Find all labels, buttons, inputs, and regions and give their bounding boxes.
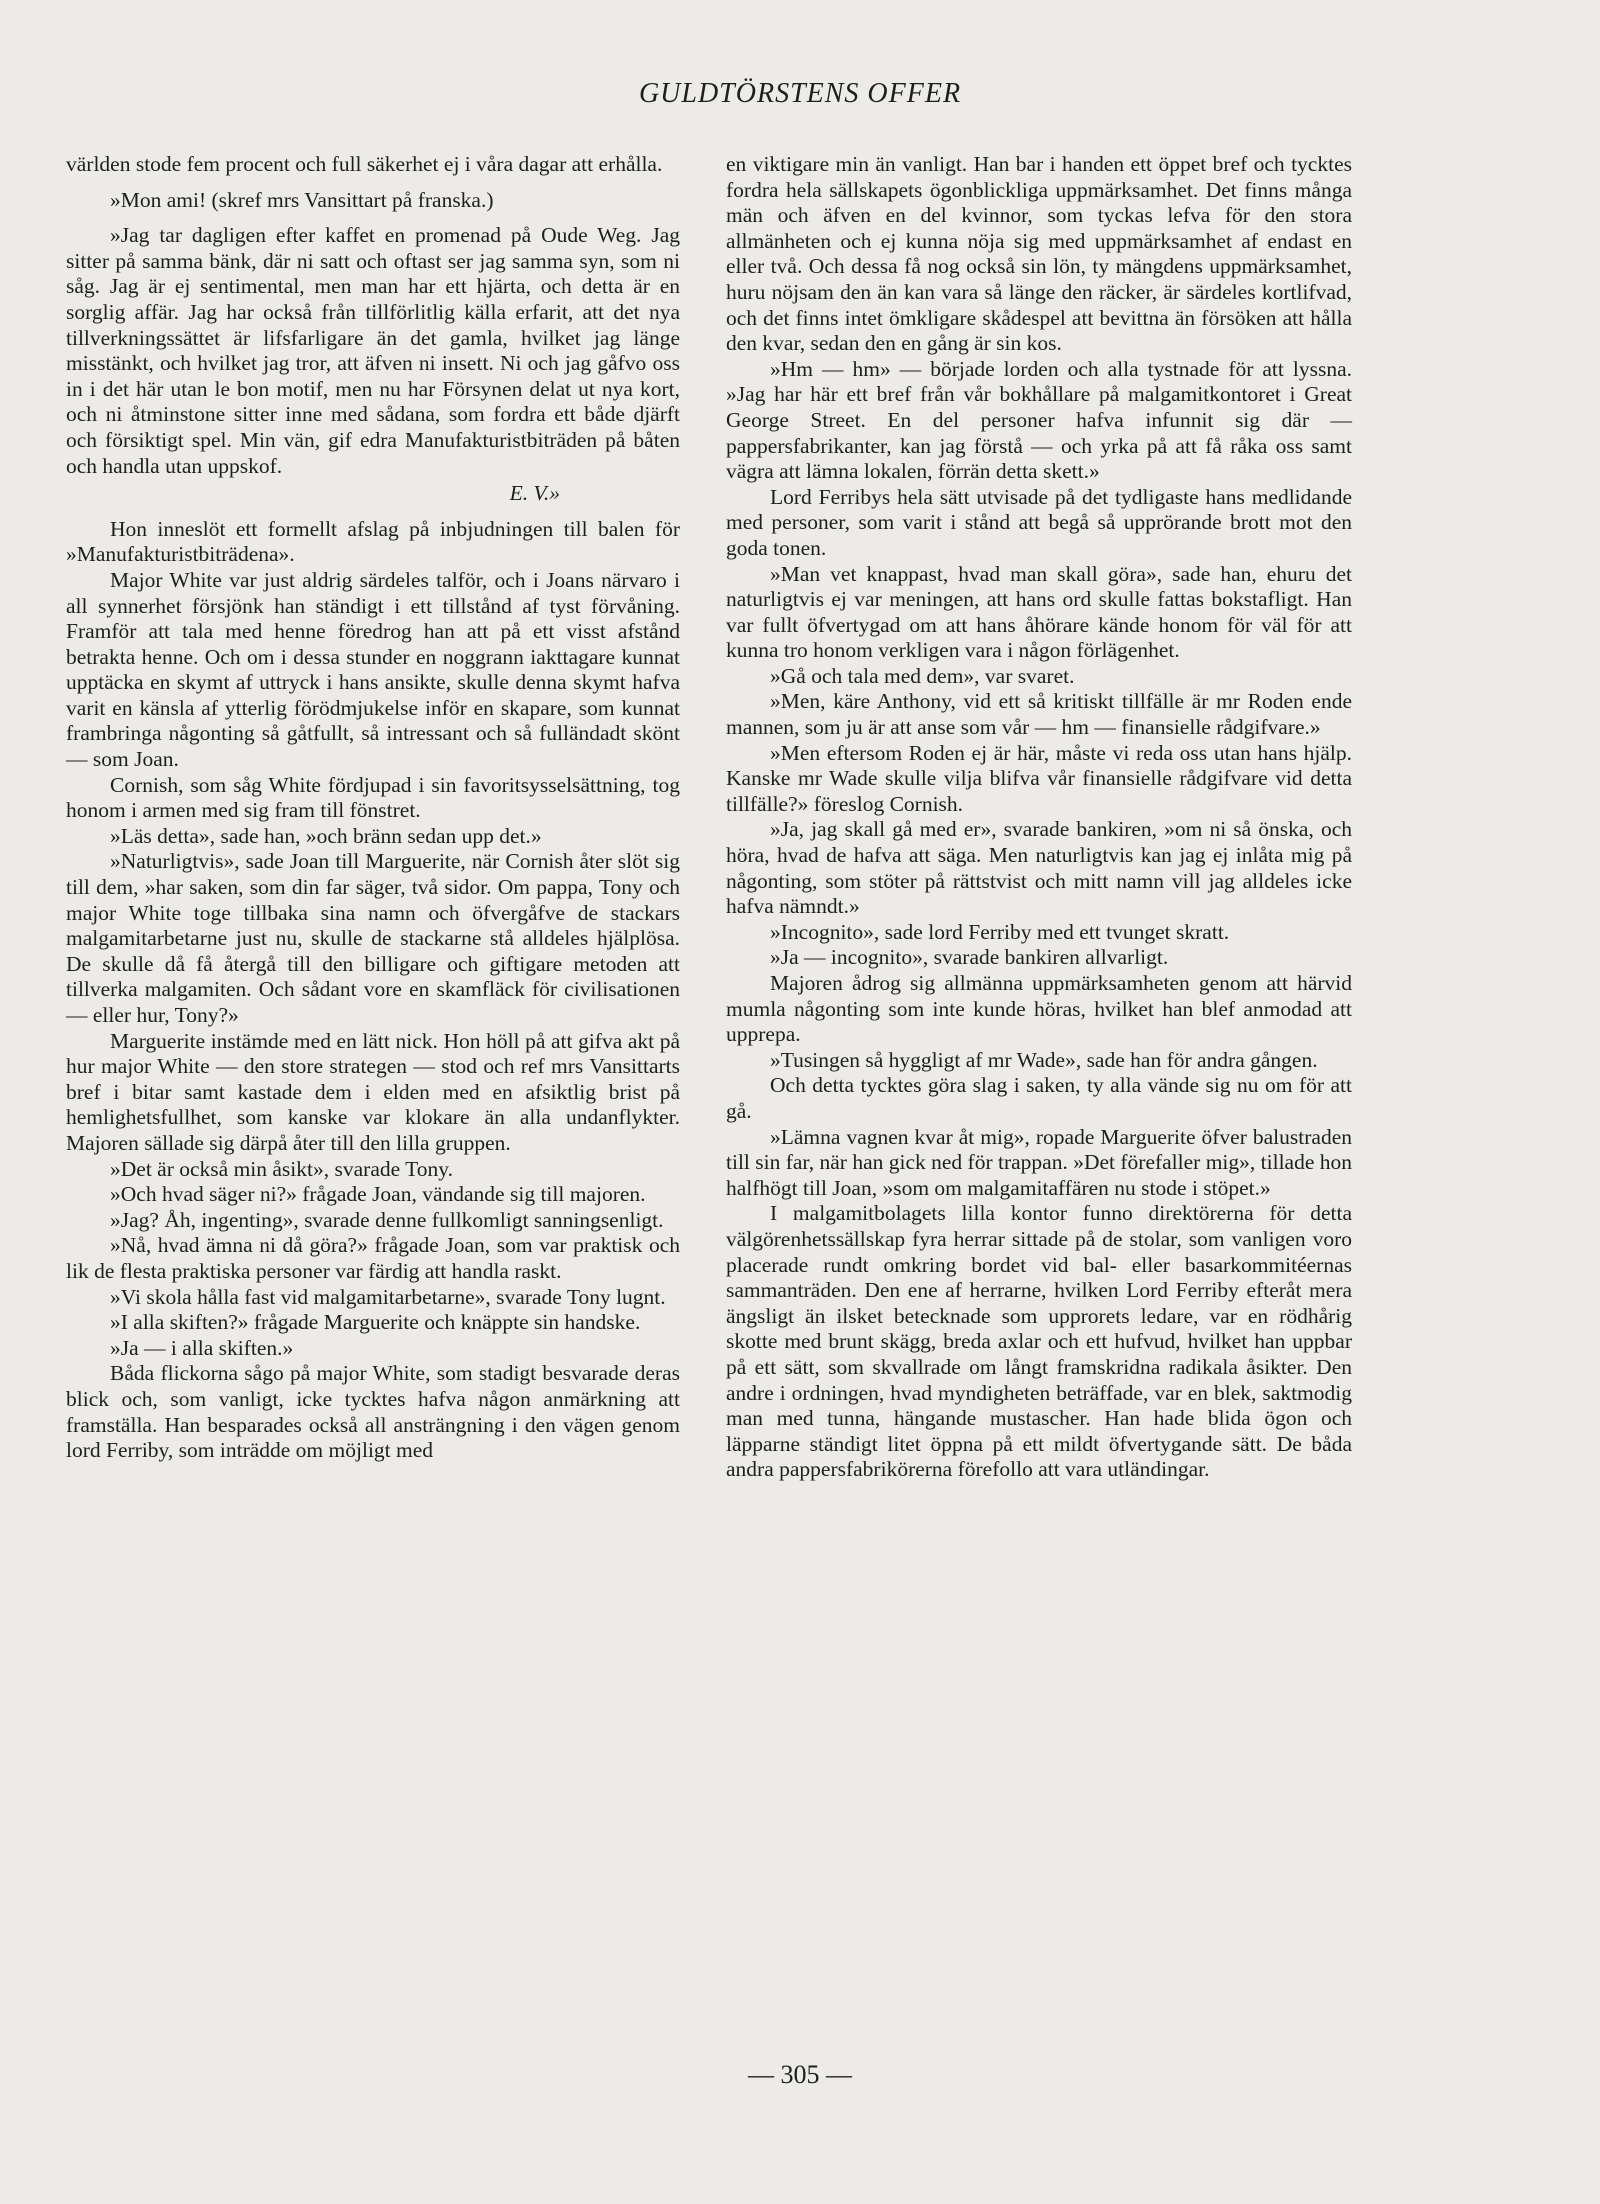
- paragraph: Cornish, som såg White fördjupad i sin favoritsysselsättning, tog honom i armen med sig fram till fönstret.: [66, 772, 680, 823]
- paragraph: I malgamitbolagets lilla kontor funno direktörerna för detta välgörenhetssällskap fyra herrar sittade på de stolar, som vanligen voro placerade rundt omkring bordet vid bal- eller basarkommitéernas sammanträden. Den ene af herrarne, hvilken Lord Ferriby efteråt mera ängsligt än ilsket betecknade som upprorets ledare, var en rödhårig skotte med brunt skägg, breda axlar och ett hufvud, hvilket han uppbar på ett sätt, som skvallrade om långt framskridna radikala åsikter. Den andre i ordningen, hvad myndigheten beträffade, var en blek, saktmodig man med tunna, hängande mustascher. Han hade blida ögon och läpparne ständigt litet öppna på ett mildt öfvertygande sätt. De båda andra pappersfabrikörerna förefollo att vara utländingar.: [726, 1201, 1352, 1482]
- paragraph: »Nå, hvad ämna ni då göra?» frågade Joan, som var praktisk och lik de flesta praktiska personer var färdig att handla raskt.: [66, 1233, 680, 1283]
- paragraph: Marguerite instämde med en lätt nick. Hon höll på att gifva akt på hur major White — den store strategen — stod och ref mrs Vansittarts bref i bitar samt kastade dem i elden med en afsiktlig brist på hemlighetsfullhet, som kanske var klokare än alla undanflykter. Majoren sällade sig därpå åter till den lilla gruppen.: [66, 1028, 680, 1155]
- paragraph: »Och hvad säger ni?» frågade Joan, vändande sig till majoren.: [110, 1182, 646, 1207]
- right-column: [726, 152, 1352, 1483]
- letter-signature: E. V.»: [509, 481, 560, 506]
- paragraph: »I alla skiften?» frågade Marguerite och knäppte sin handske.: [110, 1310, 641, 1335]
- paragraph: »Jag? Åh, ingenting», svarade denne fullkomligt sanningsenligt.: [110, 1207, 664, 1232]
- page-number: — 305 —: [748, 2060, 852, 2089]
- paragraph: »Hm — hm» — började lorden och alla tystnade för att lyssna. »Jag har här ett bref från vår bokhållare på malgamitkontoret i Great George Street. En del personer hafva infunnit sig där — pappersfabrikanter, kan jag förstå — och yrka på att få råka oss samt vägra att lämna lokalen, förrän detta skett.»: [726, 356, 1352, 484]
- paragraph: »Läs detta», sade han, »och bränn sedan upp det.»: [110, 823, 542, 848]
- paragraph: »Gå och tala med dem», var svaret.: [770, 663, 1075, 688]
- paragraph: »Tusingen så hyggligt af mr Wade», sade han för andra gången.: [770, 1047, 1318, 1072]
- running-title: GULDTÖRSTENS OFFER: [638, 78, 962, 109]
- paragraph: en viktigare min än vanligt. Han bar i handen ett öppet bref och tycktes fordra hela sällskapets ögonblickliga uppmärksamhet. Det finns många män och äfven en del kvinnor, som tyckas lefva för den stora allmänheten och ej kunna nöja sig med uppmärksamhet af endast en eller två. Och dessa få nog också sin lön, ty mängdens uppmärksamhet, huru nöjsam den än kan vara så länge den räcker, är särdeles kortlifvad, och det finns intet ömkligare skådespel att bevittna än försöken att hålla den kvar, sedan den en gång är sin kos.: [726, 152, 1352, 356]
- paragraph: »Men, käre Anthony, vid ett så kritiskt tillfälle är mr Roden ende mannen, som ju är att anse som vår — hm — finansielle rådgifvare.»: [726, 689, 1352, 740]
- left-column: [66, 152, 680, 1464]
- paragraph: »Vi skola hålla fast vid malgamitarbetarne», svarade Tony lugnt.: [110, 1284, 666, 1309]
- paragraph: Hon inneslöt ett formellt afslag på inbjudningen till balen för »Manufakturistbiträdena».: [66, 516, 680, 567]
- paragraph: »Men eftersom Roden ej är här, måste vi reda oss utan hans hjälp. Kanske mr Wade skulle vilja blifva vår finansielle rådgifvare vid detta tillfälle?» föreslog Cornish.: [726, 740, 1352, 816]
- paragraph: »Lämna vagnen kvar åt mig», ropade Marguerite öfver balustraden till sin far, när han gick ned för trappan. »Det förefaller mig», tillade hon halfhögt till Joan, »som om malgamitaffären nu stode i stöpet.»: [726, 1124, 1353, 1200]
- paragraph: Major White var just aldrig särdeles talför, och i Joans närvaro i all synnerhet försjönk han ständigt i ett tillstånd af tyst förvåning. Framför att tala med henne föredrog han att på ett visst afstånd betrakta henne. Och om i dessa stunder en noggrann iakttagare kunnat upptäcka en skymt af uttryck i hans ansikte, skulle denna skymt hafva varit en känsla af ytterlig förödmjukelse inför en skapare, som kunnat frambringa någonting så gåtfullt, så intressant och så fulländadt skönt — som Joan.: [66, 567, 680, 772]
- paragraph: »Mon ami! (skref mrs Vansittart på franska.): [110, 187, 494, 212]
- paragraph: »Ja — incognito», svarade bankiren allvarligt.: [770, 945, 1169, 970]
- paragraph: världen stode fem procent och full säkerhet ej i våra dagar att erhålla.: [66, 152, 663, 176]
- paragraph: »Man vet knappast, hvad man skall göra», sade han, ehuru det naturligtvis ej var meningen, att hans ord skulle fattas bokstafligt. Han var fullt öfvertygad om att hans åhörare kände honom för väl för att kunna tro honom verkligen vara i någon förlägenhet.: [726, 561, 1352, 663]
- paragraph: Lord Ferribys hela sätt utvisade på det tydligaste hans medlidande med personer, som varit i stånd att begå så upprörande brott mot den goda tonen.: [726, 484, 1352, 560]
- letter-body: »Jag tar dagligen efter kaffet en promenad på Oude Weg. Jag sitter på samma bänk, där ni satt och oftast ser jag samma syn, som ni såg. Jag är ej sentimental, men man har ett hjärta, och detta är en sorglig affär. Jag har också från tillförlitlig källa erfarit, att det nya tillverkningssättet är lifsfarligare än det gamla, hvilket jag länge misstänkt, och hvilket jag tror, att äfven ni insett. Ni och jag gåfvo oss in i det här utan le bon motif, men nu har Försynen delat ut nya kort, och ni åtminstone sitter inne med sådana, som fordra ett både djärft och försiktigt spel. Min vän, gif edra Manufakturistbiträden på båten och handla utan uppskof.: [66, 223, 680, 478]
- paragraph: »Ja, jag skall gå med er», svarade bankiren, »om ni så önska, och höra, hvad de hafva att säga. Men naturligtvis kan jag ej inlåta mig på någonting, som stöter på rättstvist och mitt namn vill jag alldeles icke hafva nämndt.»: [726, 817, 1352, 919]
- paragraph: Och detta tycktes göra slag i saken, ty alla vände sig nu om för att gå.: [726, 1073, 1352, 1123]
- paragraph: Majoren ådrog sig allmänna uppmärksamheten genom att härvid mumla någonting som inte kunde höras, hvilket han blef anmodad att upprepa.: [726, 971, 1352, 1047]
- paragraph: »Incognito», sade lord Ferriby med ett tvunget skratt.: [770, 919, 1230, 944]
- paragraph: »Ja — i alla skiften.»: [110, 1335, 294, 1360]
- paragraph: »Det är också min åsikt», svarade Tony.: [110, 1156, 454, 1181]
- paragraph: »Naturligtvis», sade Joan till Marguerite, när Cornish åter slöt sig till dem, »har saken, som din far säger, två sidor. Om pappa, Tony och major White toge tillbaka sina namn och öfvergåfve de stackars malgamitarbetarne just nu, skulle de stackarne stå alldeles hjälplösa. De skulle då få återgå till den billigare och giftigare metoden att tillverka malgamiten. Och sådant vore en skamfläck för civilisationen — eller hur, Tony?»: [66, 849, 680, 1027]
- paragraph: Båda flickorna sågo på major White, som stadigt besvarade deras blick och, som vanligt, icke tycktes hafva någon anmärkning att framställa. Han besparades också all ansträngning i den vägen genom lord Ferriby, som inträdde om möjligt med: [66, 1361, 680, 1463]
